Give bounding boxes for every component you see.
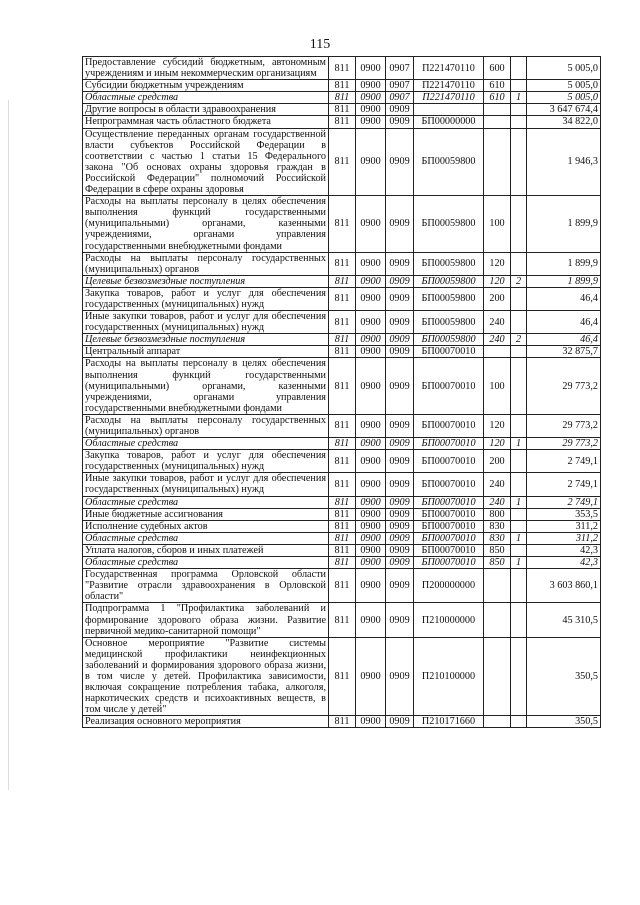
expense-type-cell — [484, 128, 511, 196]
expense-type-cell — [484, 346, 511, 358]
expense-type-cell — [484, 603, 511, 637]
table-row — [83, 80, 601, 92]
expense-type-cell: 200 — [484, 450, 511, 473]
section-cell: 0900 — [356, 520, 386, 532]
table-row — [83, 569, 601, 603]
ved-cell: 811 — [329, 334, 356, 346]
ved-cell: 811 — [329, 450, 356, 473]
ved-cell: 811 — [329, 473, 356, 496]
target-article-cell: П210100000 — [414, 637, 484, 716]
row-name-cell: Предоставление субсидий бюджетным, автономным учреждениям и иным некоммерческим организациям — [83, 57, 329, 80]
amount-cell: 5 005,0 — [527, 80, 601, 92]
amount-cell: 2 749,1 — [527, 450, 601, 473]
source-cell — [511, 287, 527, 310]
ved-cell: 811 — [329, 532, 356, 544]
subsection-cell: 0909 — [386, 569, 414, 603]
source-cell — [511, 603, 527, 637]
expense-type-cell: 240 — [484, 334, 511, 346]
ved-cell: 811 — [329, 508, 356, 520]
target-article-cell: БП00070010 — [414, 358, 484, 414]
expense-type-cell: 240 — [484, 473, 511, 496]
section-cell: 0900 — [356, 544, 386, 556]
row-name-cell: Центральный аппарат — [83, 346, 329, 358]
subsection-cell: 0909 — [386, 450, 414, 473]
row-name-cell: Исполнение судебных актов — [83, 520, 329, 532]
row-name-cell: Целевые безвозмездные поступления — [83, 334, 329, 346]
target-article-cell: БП00070010 — [414, 414, 484, 437]
source-cell: 1 — [511, 438, 527, 450]
subsection-cell: 0907 — [386, 92, 414, 104]
ved-cell: 811 — [329, 358, 356, 414]
section-cell: 0900 — [356, 637, 386, 716]
row-name-cell: Закупка товаров, работ и услуг для обеспечения государственных (муниципальных) нужд — [83, 450, 329, 473]
row-name-cell: Иные бюджетные ассигнования — [83, 508, 329, 520]
source-cell: 1 — [511, 496, 527, 508]
expense-type-cell: 120 — [484, 275, 511, 287]
table-row — [83, 557, 601, 569]
source-cell — [511, 520, 527, 532]
section-cell: 0900 — [356, 128, 386, 196]
ved-cell: 811 — [329, 438, 356, 450]
section-cell: 0900 — [356, 92, 386, 104]
subsection-cell: 0907 — [386, 57, 414, 80]
table-row — [83, 473, 601, 496]
expense-type-cell: 850 — [484, 557, 511, 569]
section-cell: 0900 — [356, 196, 386, 252]
target-article-cell: П221470110 — [414, 57, 484, 80]
source-cell — [511, 450, 527, 473]
expense-type-cell: 240 — [484, 311, 511, 334]
row-name-cell: Реализация основного мероприятия — [83, 716, 329, 728]
section-cell: 0900 — [356, 311, 386, 334]
amount-cell: 29 773,2 — [527, 358, 601, 414]
ved-cell: 811 — [329, 414, 356, 437]
subsection-cell: 0909 — [386, 438, 414, 450]
ved-cell: 811 — [329, 544, 356, 556]
table-row — [83, 544, 601, 556]
target-article-cell: П210000000 — [414, 603, 484, 637]
scan-edge-line — [8, 100, 9, 790]
table-row — [83, 334, 601, 346]
section-cell: 0900 — [356, 334, 386, 346]
ved-cell: 811 — [329, 92, 356, 104]
amount-cell: 3 603 860,1 — [527, 569, 601, 603]
amount-cell: 5 005,0 — [527, 92, 601, 104]
source-cell: 1 — [511, 532, 527, 544]
source-cell — [511, 196, 527, 252]
table-row — [83, 637, 601, 716]
budget-table — [82, 56, 601, 728]
expense-type-cell: 100 — [484, 196, 511, 252]
expense-type-cell: 100 — [484, 358, 511, 414]
section-cell: 0900 — [356, 358, 386, 414]
amount-cell: 29 773,2 — [527, 414, 601, 437]
ved-cell: 811 — [329, 496, 356, 508]
subsection-cell: 0909 — [386, 473, 414, 496]
source-cell — [511, 311, 527, 334]
row-name-cell: Расходы на выплаты персоналу в целях обеспечения выполнения функций государственными (муниципальными) органами, казенными учреждениями, органами управления государственными внебюджетными фондами — [83, 196, 329, 252]
row-name-cell: Подпрограмма 1 "Профилактика заболеваний и формирование здорового образа жизни. Развитие первичной медико-санитарной помощи" — [83, 603, 329, 637]
ved-cell: 811 — [329, 557, 356, 569]
amount-cell: 45 310,5 — [527, 603, 601, 637]
section-cell: 0900 — [356, 603, 386, 637]
target-article-cell: БП00070010 — [414, 557, 484, 569]
table-row — [83, 116, 601, 128]
section-cell: 0900 — [356, 716, 386, 728]
row-name-cell: Иные закупки товаров, работ и услуг для обеспечения государственных (муниципальных) нужд — [83, 473, 329, 496]
amount-cell: 46,4 — [527, 287, 601, 310]
subsection-cell: 0909 — [386, 637, 414, 716]
source-cell — [511, 358, 527, 414]
section-cell: 0900 — [356, 450, 386, 473]
source-cell — [511, 57, 527, 80]
table-row — [83, 252, 601, 275]
table-row — [83, 508, 601, 520]
amount-cell: 350,5 — [527, 716, 601, 728]
target-article-cell: БП00070010 — [414, 450, 484, 473]
ved-cell: 811 — [329, 80, 356, 92]
section-cell: 0900 — [356, 275, 386, 287]
section-cell: 0900 — [356, 473, 386, 496]
row-name-cell: Областные средства — [83, 438, 329, 450]
section-cell: 0900 — [356, 252, 386, 275]
ved-cell: 811 — [329, 520, 356, 532]
ved-cell: 811 — [329, 346, 356, 358]
expense-type-cell: 240 — [484, 496, 511, 508]
source-cell — [511, 80, 527, 92]
target-article-cell: БП00059800 — [414, 334, 484, 346]
ved-cell: 811 — [329, 196, 356, 252]
source-cell: 1 — [511, 92, 527, 104]
row-name-cell: Другие вопросы в области здравоохранения — [83, 104, 329, 116]
row-name-cell: Государственная программа Орловской области "Развитие отрасли здравоохранения в Орловской области" — [83, 569, 329, 603]
source-cell: 1 — [511, 557, 527, 569]
target-article-cell: БП00070010 — [414, 508, 484, 520]
ved-cell: 811 — [329, 104, 356, 116]
amount-cell: 353,5 — [527, 508, 601, 520]
subsection-cell: 0909 — [386, 334, 414, 346]
source-cell — [511, 637, 527, 716]
source-cell — [511, 544, 527, 556]
expense-type-cell: 600 — [484, 57, 511, 80]
source-cell — [511, 569, 527, 603]
subsection-cell: 0909 — [386, 275, 414, 287]
source-cell — [511, 128, 527, 196]
table-row — [83, 520, 601, 532]
row-name-cell: Расходы на выплаты персоналу государственных (муниципальных) органов — [83, 252, 329, 275]
row-name-cell: Целевые безвозмездные поступления — [83, 275, 329, 287]
source-cell: 2 — [511, 334, 527, 346]
table-row — [83, 57, 601, 80]
amount-cell: 350,5 — [527, 637, 601, 716]
table-row — [83, 438, 601, 450]
expense-type-cell — [484, 716, 511, 728]
table-row — [83, 716, 601, 728]
source-cell — [511, 716, 527, 728]
subsection-cell: 0909 — [386, 532, 414, 544]
target-article-cell: БП00000000 — [414, 116, 484, 128]
target-article-cell: БП00070010 — [414, 473, 484, 496]
subsection-cell: 0909 — [386, 196, 414, 252]
target-article-cell: П200000000 — [414, 569, 484, 603]
subsection-cell: 0909 — [386, 716, 414, 728]
target-article-cell: БП00070010 — [414, 438, 484, 450]
table-row — [83, 196, 601, 252]
amount-cell: 46,4 — [527, 334, 601, 346]
amount-cell: 311,2 — [527, 532, 601, 544]
amount-cell: 1 899,9 — [527, 196, 601, 252]
ved-cell: 811 — [329, 569, 356, 603]
subsection-cell: 0909 — [386, 128, 414, 196]
target-article-cell: БП00059800 — [414, 252, 484, 275]
subsection-cell: 0909 — [386, 603, 414, 637]
target-article-cell: БП00070010 — [414, 346, 484, 358]
amount-cell: 2 749,1 — [527, 473, 601, 496]
source-cell: 2 — [511, 275, 527, 287]
section-cell: 0900 — [356, 57, 386, 80]
target-article-cell: БП00070010 — [414, 544, 484, 556]
amount-cell: 29 773,2 — [527, 438, 601, 450]
target-article-cell: БП00070010 — [414, 532, 484, 544]
subsection-cell: 0909 — [386, 557, 414, 569]
amount-cell: 32 875,7 — [527, 346, 601, 358]
table-row — [83, 358, 601, 414]
source-cell — [511, 116, 527, 128]
target-article-cell: БП00059800 — [414, 196, 484, 252]
subsection-cell: 0909 — [386, 520, 414, 532]
section-cell: 0900 — [356, 116, 386, 128]
budget-table-container — [82, 56, 600, 728]
amount-cell: 311,2 — [527, 520, 601, 532]
table-row — [83, 128, 601, 196]
expense-type-cell: 830 — [484, 532, 511, 544]
section-cell: 0900 — [356, 508, 386, 520]
source-cell — [511, 252, 527, 275]
subsection-cell: 0909 — [386, 287, 414, 310]
expense-type-cell: 800 — [484, 508, 511, 520]
table-row — [83, 450, 601, 473]
row-name-cell: Областные средства — [83, 496, 329, 508]
expense-type-cell: 120 — [484, 414, 511, 437]
section-cell: 0900 — [356, 104, 386, 116]
ved-cell: 811 — [329, 275, 356, 287]
amount-cell: 1 899,9 — [527, 252, 601, 275]
amount-cell: 1 946,3 — [527, 128, 601, 196]
amount-cell: 2 749,1 — [527, 496, 601, 508]
table-row — [83, 414, 601, 437]
row-name-cell: Основное мероприятие "Развитие системы медицинской профилактики неинфекционных заболеваний и формирования здорового образа жизни, в том числе у детей. Профилактика зависимости, включая сокращение потребления табака, алкоголя, наркотических средств и психоактивных веществ, в том числе у детей" — [83, 637, 329, 716]
table-row — [83, 496, 601, 508]
table-row — [83, 275, 601, 287]
expense-type-cell: 830 — [484, 520, 511, 532]
amount-cell: 5 005,0 — [527, 57, 601, 80]
row-name-cell: Расходы на выплаты персоналу в целях обеспечения выполнения функций государственными (муниципальными) органами, казенными учреждениями, органами управления государственными внебюджетными фондами — [83, 358, 329, 414]
section-cell: 0900 — [356, 496, 386, 508]
amount-cell: 3 647 674,4 — [527, 104, 601, 116]
ved-cell: 811 — [329, 603, 356, 637]
amount-cell: 34 822,0 — [527, 116, 601, 128]
table-row — [83, 92, 601, 104]
row-name-cell: Осуществление переданных органам государственной власти субъектов Российской Федерации в соответствии с частью 1 статьи 15 Федерального закона "Об основах охраны здоровья граждан в Российской Федерации" полномочий Российской Федерации в сфере охраны здоровья — [83, 128, 329, 196]
section-cell: 0900 — [356, 80, 386, 92]
amount-cell: 46,4 — [527, 311, 601, 334]
ved-cell: 811 — [329, 128, 356, 196]
row-name-cell: Областные средства — [83, 557, 329, 569]
ved-cell: 811 — [329, 116, 356, 128]
target-article-cell: БП00059800 — [414, 128, 484, 196]
row-name-cell: Областные средства — [83, 92, 329, 104]
ved-cell: 811 — [329, 716, 356, 728]
amount-cell: 42,3 — [527, 557, 601, 569]
target-article-cell — [414, 104, 484, 116]
section-cell: 0900 — [356, 287, 386, 310]
row-name-cell: Иные закупки товаров, работ и услуг для обеспечения государственных (муниципальных) нужд — [83, 311, 329, 334]
section-cell: 0900 — [356, 532, 386, 544]
target-article-cell: БП00070010 — [414, 496, 484, 508]
target-article-cell: БП00059800 — [414, 311, 484, 334]
row-name-cell: Непрограммная часть областного бюджета — [83, 116, 329, 128]
subsection-cell: 0909 — [386, 346, 414, 358]
amount-cell: 1 899,9 — [527, 275, 601, 287]
subsection-cell: 0909 — [386, 104, 414, 116]
subsection-cell: 0909 — [386, 544, 414, 556]
amount-cell: 42,3 — [527, 544, 601, 556]
expense-type-cell: 610 — [484, 92, 511, 104]
section-cell: 0900 — [356, 346, 386, 358]
ved-cell: 811 — [329, 637, 356, 716]
expense-type-cell: 850 — [484, 544, 511, 556]
target-article-cell: П221470110 — [414, 80, 484, 92]
subsection-cell: 0909 — [386, 414, 414, 437]
row-name-cell: Областные средства — [83, 532, 329, 544]
subsection-cell: 0909 — [386, 496, 414, 508]
ved-cell: 811 — [329, 311, 356, 334]
ved-cell: 811 — [329, 287, 356, 310]
source-cell — [511, 414, 527, 437]
expense-type-cell: 120 — [484, 438, 511, 450]
expense-type-cell: 610 — [484, 80, 511, 92]
ved-cell: 811 — [329, 252, 356, 275]
ved-cell: 811 — [329, 57, 356, 80]
expense-type-cell — [484, 116, 511, 128]
subsection-cell: 0909 — [386, 116, 414, 128]
target-article-cell: П210171660 — [414, 716, 484, 728]
section-cell: 0900 — [356, 569, 386, 603]
table-row — [83, 346, 601, 358]
expense-type-cell — [484, 104, 511, 116]
expense-type-cell — [484, 637, 511, 716]
target-article-cell: П221470110 — [414, 92, 484, 104]
expense-type-cell: 200 — [484, 287, 511, 310]
page-number: 115 — [309, 37, 331, 52]
section-cell: 0900 — [356, 438, 386, 450]
row-name-cell: Субсидии бюджетным учреждениям — [83, 80, 329, 92]
source-cell — [511, 346, 527, 358]
table-row — [83, 287, 601, 310]
expense-type-cell: 120 — [484, 252, 511, 275]
budget-table-body — [83, 57, 601, 728]
section-cell: 0900 — [356, 557, 386, 569]
subsection-cell: 0909 — [386, 311, 414, 334]
table-row — [83, 311, 601, 334]
subsection-cell: 0909 — [386, 252, 414, 275]
source-cell — [511, 508, 527, 520]
subsection-cell: 0909 — [386, 358, 414, 414]
target-article-cell: БП00070010 — [414, 520, 484, 532]
target-article-cell: БП00059800 — [414, 275, 484, 287]
section-cell: 0900 — [356, 414, 386, 437]
source-cell — [511, 473, 527, 496]
expense-type-cell — [484, 569, 511, 603]
row-name-cell: Расходы на выплаты персоналу государственных (муниципальных) органов — [83, 414, 329, 437]
table-row — [83, 603, 601, 637]
subsection-cell: 0907 — [386, 80, 414, 92]
source-cell — [511, 104, 527, 116]
row-name-cell: Закупка товаров, работ и услуг для обеспечения государственных (муниципальных) нужд — [83, 287, 329, 310]
target-article-cell: БП00059800 — [414, 287, 484, 310]
subsection-cell: 0909 — [386, 508, 414, 520]
table-row — [83, 532, 601, 544]
table-row — [83, 104, 601, 116]
row-name-cell: Уплата налогов, сборов и иных платежей — [83, 544, 329, 556]
